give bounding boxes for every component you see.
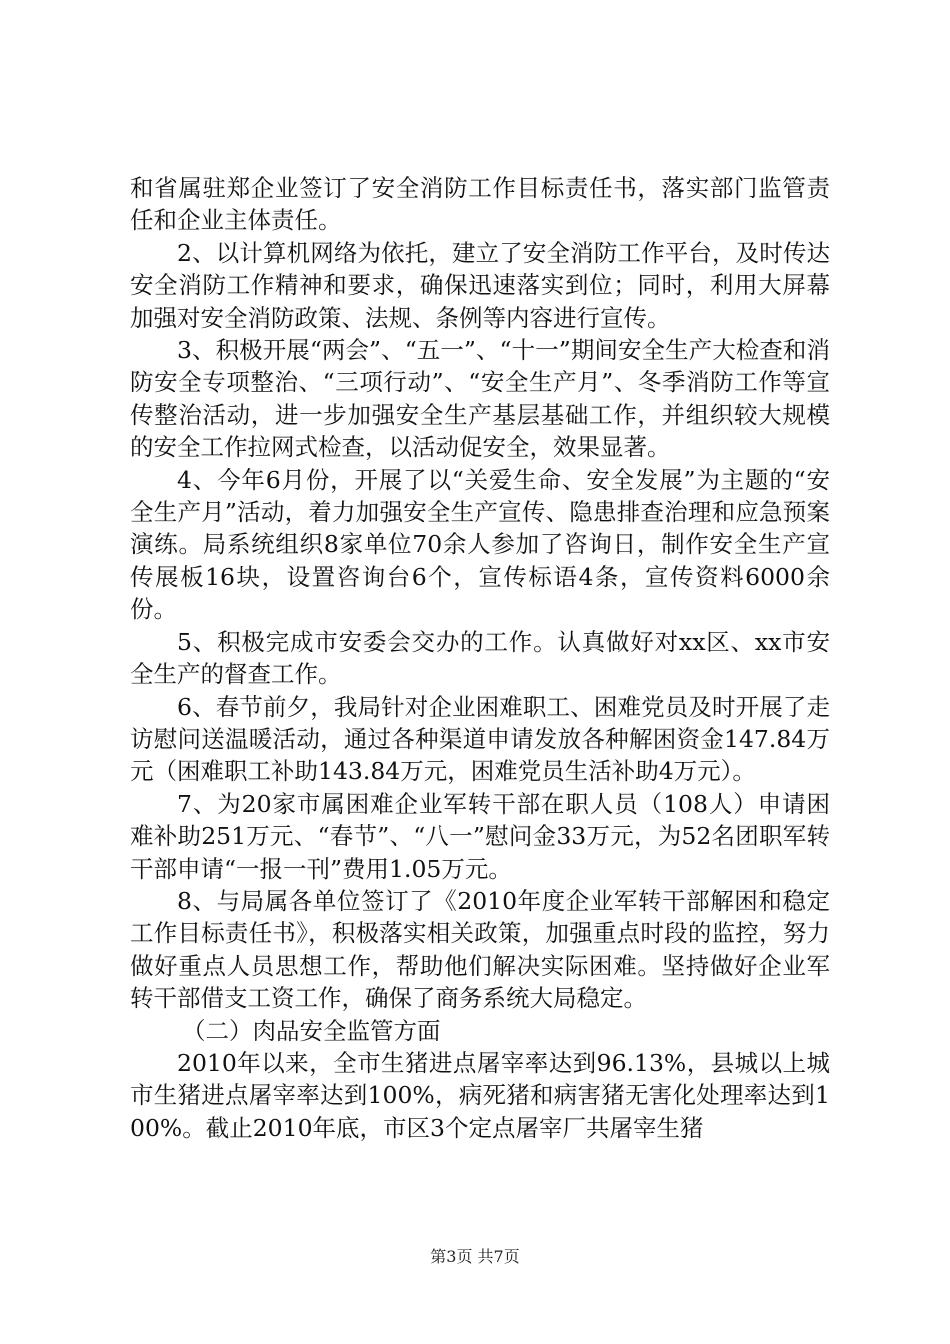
paragraph-meat-safety: 2010年以来，全市生猪进点屠宰率达到96.13%，县城以上城市生猪进点屠宰率达到100%，病死猪和病害猪无害化处理率达到100%。截止2010年底，市区3个定点屠宰厂共屠宰生猪	[130, 1048, 830, 1142]
paragraph-item-5: 5、积极完成市安委会交办的工作。认真做好对xx区、xx市安全生产的督查工作。	[130, 627, 830, 689]
paragraph-item-8: 8、与局属各单位签订了《2010年度企业军转干部解困和稳定工作目标责任书》，积极落实相关政策，加强重点时段的监控，努力做好重点人员思想工作，帮助他们解决实际困难。坚持做好企业军转干部借支工资工作，确保了商务系统大局稳定。	[130, 886, 830, 1013]
paragraph-item-4: 4、今年6月份，开展了以“关爱生命、安全发展”为主题的“安全生产月”活动，着力加强安全生产宣传、隐患排查治理和应急预案演练。局系统组织8家单位70余人参加了咨询日，制作安全生产宣传展板16块，设置咨询台6个，宣传标语4条，宣传资料6000余份。	[130, 465, 830, 624]
document-body	[130, 172, 830, 1144]
paragraph-item-2: 2、以计算机网络为依托，建立了安全消防工作平台，及时传达安全消防工作精神和要求，确保迅速落实到位；同时，利用大屏幕加强对安全消防政策、法规、条例等内容进行宣传。	[130, 238, 830, 332]
paragraph-item-7: 7、为20家市属困难企业军转干部在职人员（108人）申请困难补助251万元、“春节”、“八一”慰问金33万元，为52名团职军转干部申请“一报一刊”费用1.05万元。	[130, 789, 830, 883]
paragraph-item-6: 6、春节前夕，我局针对企业困难职工、困难党员及时开展了走访慰问送温暖活动，通过各种渠道申请发放各种解困资金147.84万元（困难职工补助143.84万元，困难党员生活补助4万元）。	[130, 692, 830, 786]
paragraph-item-3: 3、积极开展“两会”、“五一”、“十一”期间安全生产大检查和消防安全专项整治、“三项行动”、“安全生产月”、冬季消防工作等宣传整治活动，进一步加强安全生产基层基础工作，并组织较大规模的安全工作拉网式检查，以活动促安全，效果显著。	[130, 336, 830, 462]
paragraph-continuation: 和省属驻郑企业签订了安全消防工作目标责任书，落实部门监管责任和企业主体责任。	[130, 174, 830, 235]
section-heading: （二）肉品安全监管方面	[182, 1016, 441, 1045]
page-number-footer: 第3页 共7页	[430, 1247, 520, 1266]
